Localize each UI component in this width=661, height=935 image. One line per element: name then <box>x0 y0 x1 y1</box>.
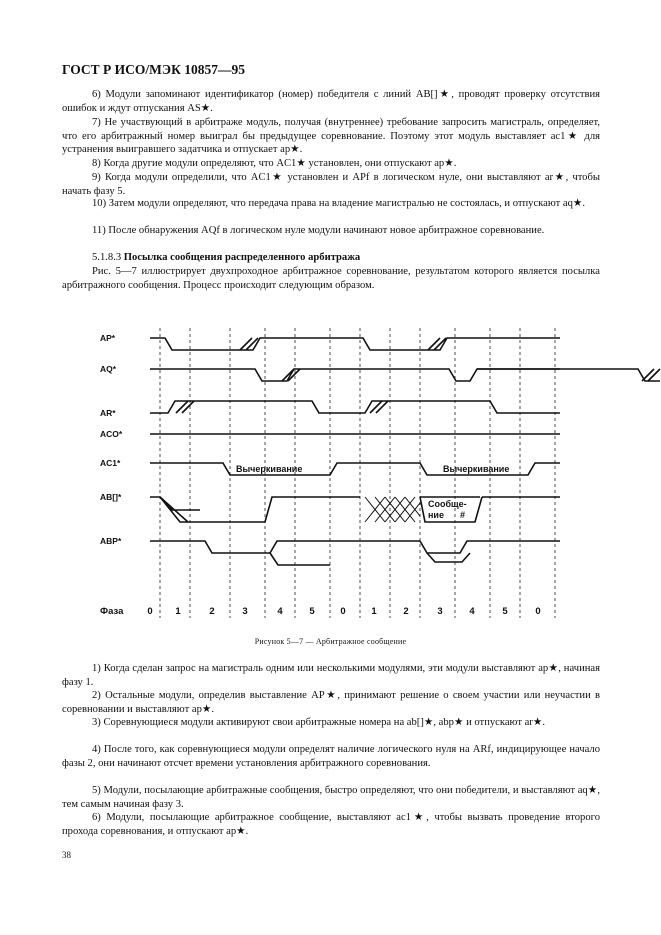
phase-row-label: Фаза <box>100 606 124 617</box>
phase-number: 2 <box>209 606 215 617</box>
ar-waveform-slash <box>176 401 388 413</box>
phase-number: 2 <box>403 606 409 617</box>
section-title: Посылка сообщения распределенного арбитража <box>123 252 361 263</box>
page-header: ГОСТ Р ИСО/МЭК 10857—95 <box>62 62 245 77</box>
ap-waveform-slash <box>240 338 446 350</box>
paragraph-11: 11) После обнаружения AQf в логическом нуле модули начинают новое арбитражное соревнование. <box>92 225 545 236</box>
phase-number: 1 <box>371 606 377 617</box>
phase-number: 3 <box>437 606 443 617</box>
annotation-message-2: ние <box>428 510 444 520</box>
annotation-message-hash: # <box>460 510 466 520</box>
signal-label-ar: AR* <box>100 408 116 418</box>
phase-numbers <box>147 606 540 617</box>
phase-number: 4 <box>277 606 283 617</box>
aq-waveform <box>150 369 560 381</box>
step-6: 6) Модули, посылающие арбитражное сообщение, выставляют ac1★, чтобы вызвать проведение второго прохода соревнования, и отпускают ap★. <box>62 812 600 837</box>
paragraph-9: 9) Когда модули определили, что AC1★ установлен и APf в логическом нуле, они выставляют ar★, чтобы начать фазу 5. <box>62 172 600 197</box>
signal-label-ac1: AC1* <box>100 458 121 468</box>
annotation-strike-1: Вычеркивание <box>236 464 303 474</box>
phase-number: 5 <box>309 606 315 617</box>
timing-diagram <box>0 300 661 630</box>
annotation-message-1: Сообще- <box>428 499 467 509</box>
signal-label-aco: ACO* <box>100 429 123 439</box>
abp-waveform <box>150 541 560 553</box>
annotation-strike-2: Вычеркивание <box>443 464 510 474</box>
phase-number: 0 <box>147 606 153 617</box>
section-number: 5.1.8.3 <box>92 252 122 263</box>
step-1: 1) Когда сделан запрос на магистраль одним или несколькими модулями, эти модули выставляют ap★, начиная фазу 1. <box>62 663 600 688</box>
section-intro: Рис. 5—7 иллюстрирует двухпроходное арбитражное соревнование, результатом которого является посылка арбитражного сообщения. Процесс происходит следующим образом. <box>62 266 600 291</box>
aq-waveform-tail <box>477 369 660 381</box>
phase-number: 4 <box>469 606 475 617</box>
step-4: 4) После того, как соревнующиеся модули определят наличие логического нуля на ARf, индицирующее начало фазы 2, они начинают отсчет времени установления арбитражного соревнования. <box>62 744 600 769</box>
signal-label-abp: ABP* <box>100 536 122 546</box>
signal-label-ab: AB[]* <box>100 492 122 502</box>
section-heading <box>62 251 600 265</box>
ap-waveform <box>150 338 560 350</box>
paragraph-7: 7) Не участвующий в арбитраже модуль, получая (внутреннее) требование запросить магистраль, определяет, что его арбитражный номер выиграл бы предыдущее соревнование. Поэтому этот модуль выставляет ac1★ для устранения выигравшего задатчика и отпускает ap★. <box>62 117 600 156</box>
paragraph-10: 10) Затем модули определяют, что передача права на владение магистралью не состоялась, и отпускают aq★. <box>92 198 586 209</box>
phase-number: 5 <box>502 606 508 617</box>
page-number: 38 <box>62 850 71 860</box>
phase-number: 1 <box>175 606 181 617</box>
abp-waveform-low <box>270 553 470 565</box>
step-5: 5) Модули, посылающие арбитражные сообщения, быстро определяют, что они победители, и выставляют aq★, тем самым начиная фазу 3. <box>62 785 600 810</box>
phase-number: 3 <box>242 606 248 617</box>
step-2: 2) Остальные модули, определив выставление AP★, принимают решение о своем участии или неучастии в соревновании и выставляют ap★. <box>62 690 600 715</box>
ar-waveform <box>150 401 560 413</box>
waveforms <box>150 338 660 565</box>
figure-caption: Рисунок 5—7 — Арбитражное сообщение <box>254 637 407 646</box>
signal-label-ap: AP* <box>100 333 116 343</box>
signal-label-aq: AQ* <box>100 364 117 374</box>
paragraph-8: 8) Когда другие модули определяют, что AC1★ установлен, они отпускают ap★. <box>92 158 457 169</box>
step-3: 3) Соревнующиеся модули активируют свои арбитражные номера на ab[]★, abp★ и отпускают ar★. <box>92 717 545 728</box>
paragraph-6: 6) Модули запоминают идентификатор (номер) победителя с линий AB[]★, проводят проверку отсутствия ошибок и ждут отпускания AS★. <box>62 89 600 114</box>
ab-crosshatch <box>365 497 420 522</box>
phase-number: 0 <box>535 606 541 617</box>
phase-number: 0 <box>340 606 346 617</box>
